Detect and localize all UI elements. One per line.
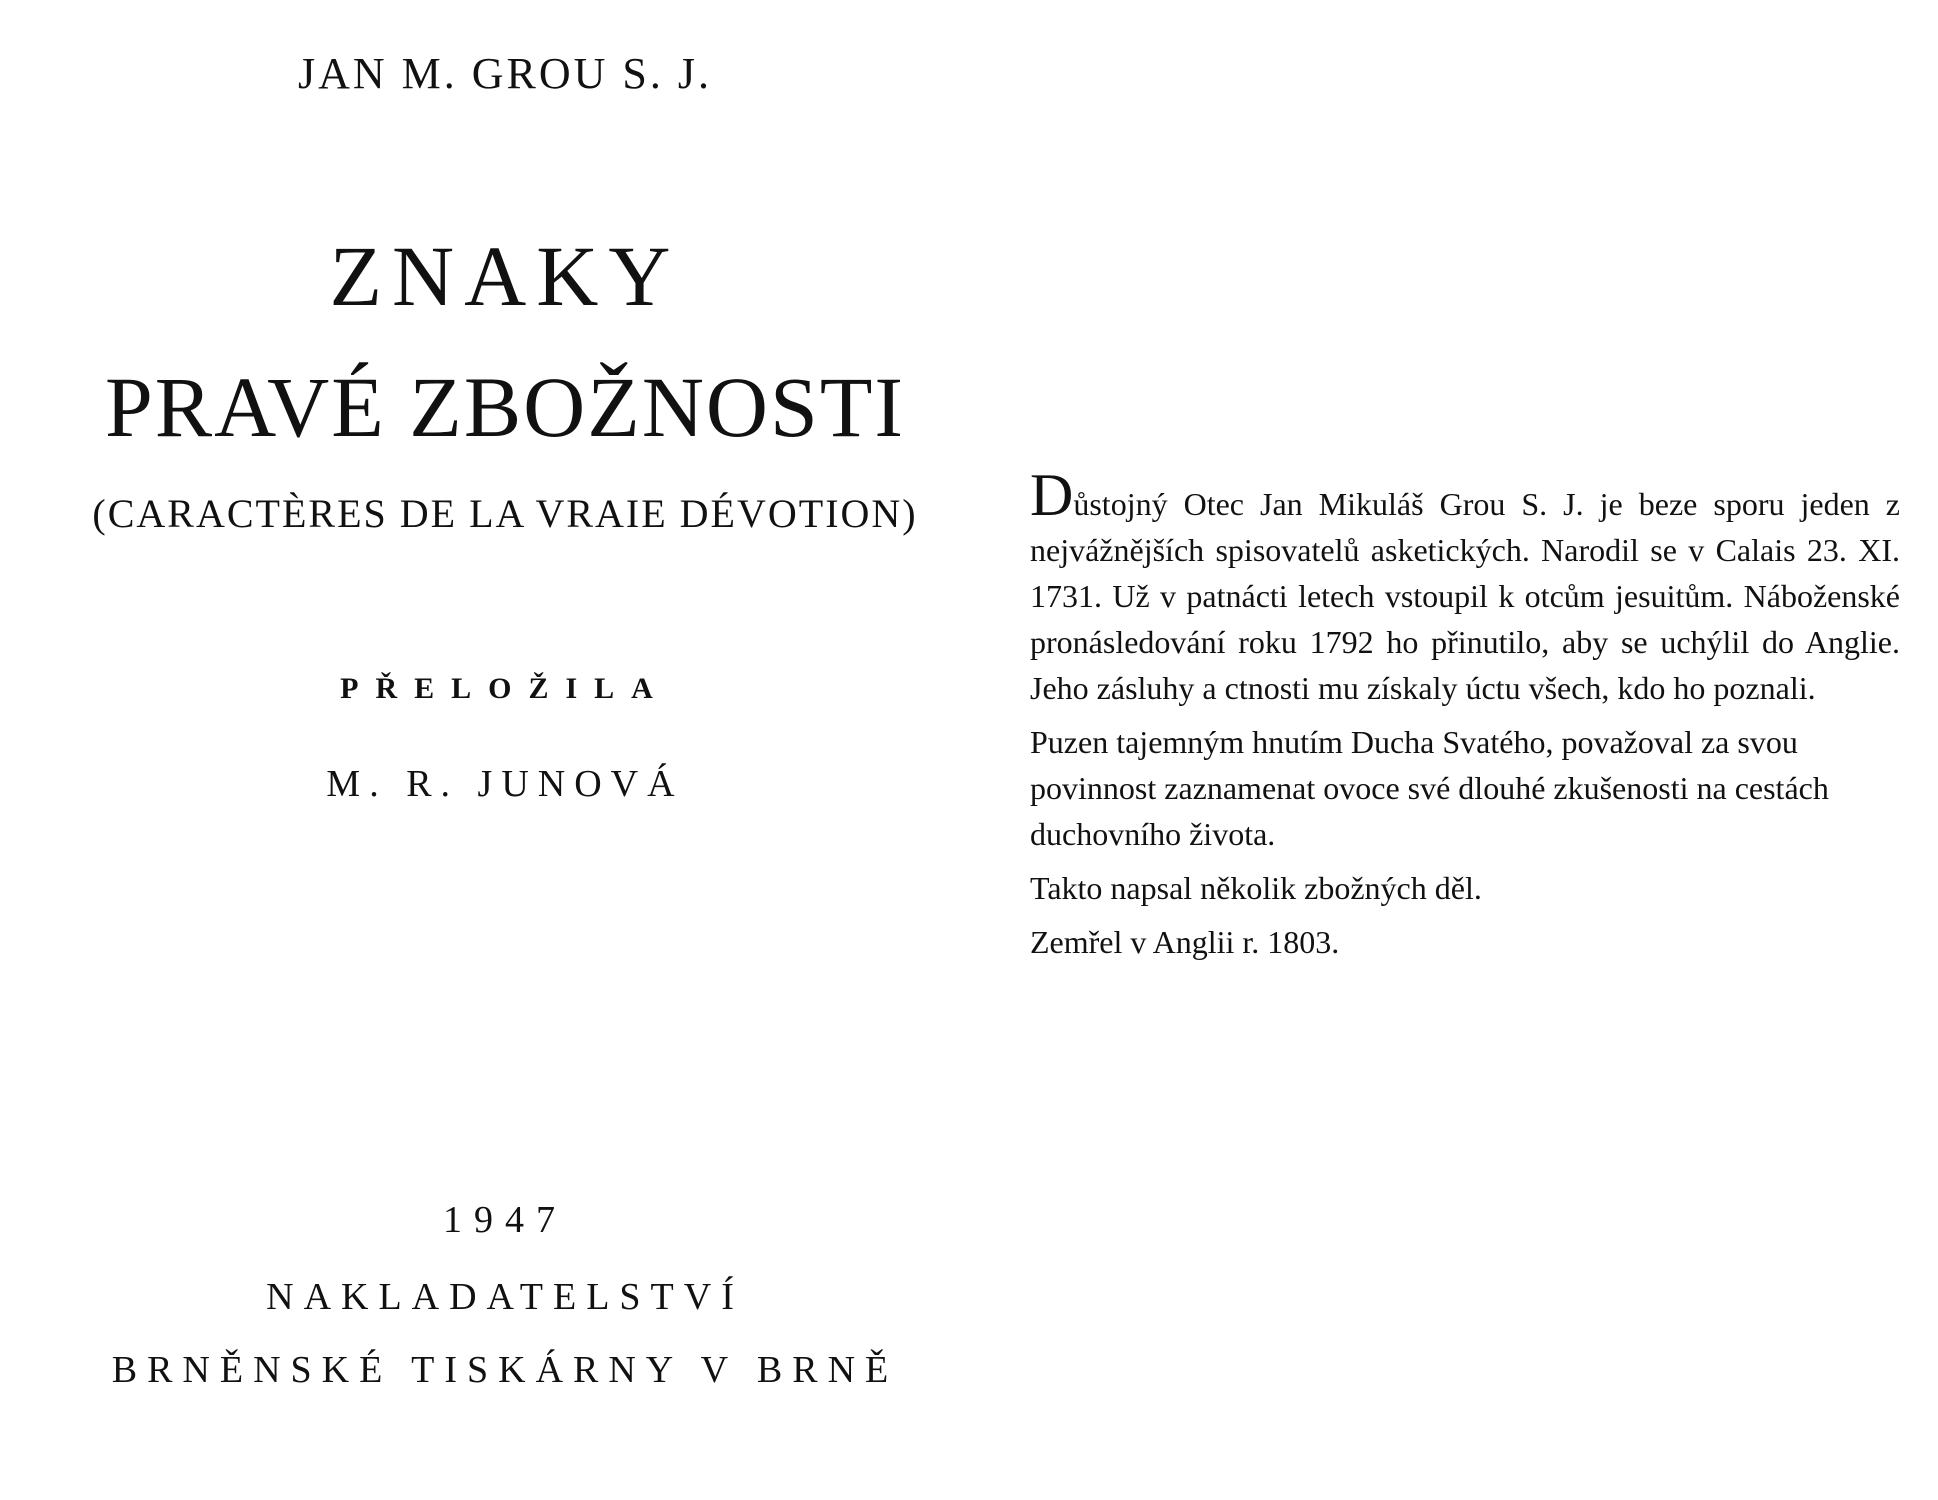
book-title-line-1: ZNAKY — [329, 228, 681, 324]
biography-paragraph-1 — [1030, 462, 1900, 711]
translated-by-label: PŘELOŽILA — [340, 672, 670, 705]
publication-year: 1947 — [443, 1199, 567, 1241]
drop-cap-initial: D — [1030, 462, 1074, 528]
book-title-line-2: PRAVÉ ZBOŽNOSTI — [104, 359, 906, 455]
biography-paragraph-1-text: ůstojný Otec Jan Mikuláš Grou S. J. je beze sporu jeden z nejvážnějších spisovatelů asketických. Narodil se v Calais 23. XI. 1731. Už v patnácti letech vstoupil k otcům jesuitům. Náboženské pronásledování roku 1792 ho přinutilo, aby se uchýlil do Anglie. Jeho zásluhy a ctnosti mu získaly úctu všech, kdo ho poznali. — [1030, 486, 1900, 706]
title-page — [40, 0, 970, 1500]
publisher-line-1: NAKLADATELSTVÍ — [266, 1276, 744, 1318]
biography-paragraph-4: Zemřel v Anglii r. 1803. — [1030, 924, 1340, 960]
biography-paragraph-2: Puzen tajemným hnutím Ducha Svatého, považoval za svou povinnost zaznamenat ovoce své dlouhé zkušenosti na cestách duchovního života. — [1030, 724, 1829, 852]
author-biography — [1030, 462, 1900, 973]
author-name: JAN M. GROU S. J. — [297, 49, 713, 98]
translator-name: M. R. JUNOVÁ — [326, 763, 684, 805]
publisher-line-2: BRNĚNSKÉ TISKÁRNY V BRNĚ — [111, 1349, 899, 1391]
biography-page — [1030, 0, 1900, 1500]
original-title: (CARACTÈRES DE LA VRAIE DÉVOTION) — [92, 491, 918, 536]
biography-paragraph-3: Takto napsal několik zbožných děl. — [1030, 870, 1482, 906]
